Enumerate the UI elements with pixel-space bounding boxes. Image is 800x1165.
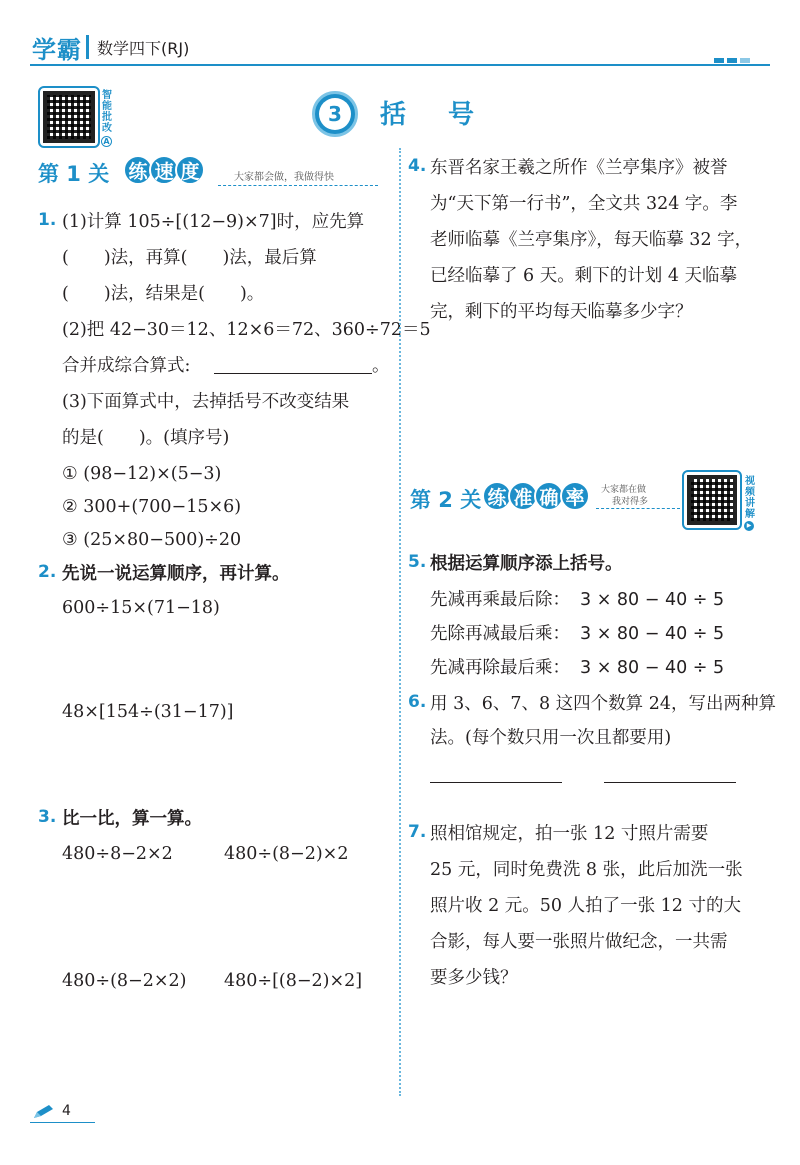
q4-line5: 完，剩下的平均每天临摹多少字？	[430, 302, 693, 322]
q6-number: 6.	[408, 692, 427, 712]
q6-answer-blank-2[interactable]	[604, 782, 736, 783]
q7-line3: 照片收 2 元。50 人拍了一张 12 寸的大	[430, 896, 741, 916]
header-rule	[30, 64, 770, 66]
level1-slogan: 大家都会做，我做得快	[234, 172, 334, 183]
q1-p1-line2: ( )法，再算( )法，最后算	[62, 248, 317, 268]
q6-answer-blank-1[interactable]	[430, 782, 562, 783]
lesson-title: 括号	[380, 100, 517, 130]
lesson-number-badge	[312, 91, 358, 137]
q6-line2: 法。(每个数只用一次且都要用)	[430, 728, 672, 748]
q4-line2: 为“天下第一行书”，全文共 324 字。李	[430, 194, 738, 214]
q1-option-2: ② 300+(700−15×6)	[62, 497, 242, 517]
q7-line2: 25 元，同时免费洗 8 张，此后加洗一张	[430, 860, 743, 880]
q1-p3-line2: 的是( )。(填序号)	[62, 428, 230, 448]
q4-line3: 老师临摹《兰亭集序》，每天临摹 32 字，	[430, 230, 753, 250]
level2-name-char: 准	[508, 481, 538, 511]
q5-row1-label: 先减再乘最后除：	[430, 590, 570, 610]
q5-row1-expr: 3 × 80 − 40 ÷ 5	[580, 590, 725, 610]
brand-divider	[86, 35, 89, 59]
page-number: 4	[62, 1103, 71, 1119]
level2-slogan-line1: 大家都在做	[601, 485, 647, 495]
level2-name-char: 率	[560, 481, 590, 511]
header-dots-decoration	[714, 58, 750, 63]
q3-expr1: 480÷8−2×2	[62, 844, 173, 864]
qr-tag-video: 视频讲解	[745, 476, 755, 520]
q4-line4: 已经临摹了 6 天。剩下的计划 4 天临摹	[430, 266, 738, 286]
lesson-number: 3	[319, 98, 351, 130]
q1-p2-line1: (2)把 42−30＝12、12×6＝72、360÷72＝5	[62, 320, 431, 340]
q7-line5: 要多少钱？	[430, 968, 518, 988]
level1-name	[123, 155, 201, 185]
play-icon: ▶	[744, 521, 754, 531]
q3-text: 比一比，算一算。	[62, 809, 202, 829]
q2-number: 2.	[38, 562, 57, 582]
qr-code-icon	[43, 91, 95, 143]
q3-expr2: 480÷(8−2)×2	[224, 844, 349, 864]
qr-tag-smart-grading: 智能批改	[102, 90, 112, 134]
q7-line1: 照相馆规定，拍一张 12 寸照片需要	[430, 824, 709, 844]
q1-p2-end: 。	[372, 356, 390, 376]
level2-name-char: 练	[482, 481, 512, 511]
q2-expr1: 600÷15×(71−18)	[62, 598, 220, 618]
book-title: 数学四下(RJ)	[97, 38, 190, 58]
q1-option-3: ③ (25×80−500)÷20	[62, 530, 242, 550]
level2-name-char: 确	[534, 481, 564, 511]
level2-name	[482, 481, 586, 511]
q5-row2-label: 先除再减最后乘：	[430, 624, 570, 644]
q1-p2-line2: 合并成综合算式:	[62, 356, 191, 376]
q1-answer-blank[interactable]	[214, 373, 372, 374]
level1-name-char: 速	[149, 155, 179, 185]
level1-name-char: 练	[123, 155, 153, 185]
q3-expr4: 480÷[(8−2)×2]	[224, 971, 363, 991]
q4-number: 4.	[408, 156, 427, 176]
q7-number: 7.	[408, 822, 427, 842]
qr-tag-mark: A	[101, 136, 112, 147]
level1-name-char: 度	[175, 155, 205, 185]
brand-header	[32, 32, 189, 62]
q5-row3-label: 先减再除最后乘：	[430, 658, 570, 678]
q5-row3-expr: 3 × 80 − 40 ÷ 5	[580, 658, 725, 678]
q3-expr3: 480÷(8−2×2)	[62, 971, 187, 991]
qr-code-icon	[687, 475, 737, 525]
q7-line4: 合影，每人要一张照片做纪念，一共需	[430, 932, 728, 952]
pencil-icon	[32, 1104, 56, 1120]
q1-p1-line1: (1)计算 105÷[(12−9)×7]时，应先算	[62, 212, 365, 232]
qr-code-smart-grading[interactable]	[38, 86, 100, 148]
q1-option-1: ① (98−12)×(5−3)	[62, 464, 222, 484]
q1-p3-line1: (3)下面算式中，去掉括号不改变结果	[62, 392, 350, 412]
level1-label: 第 1 关	[38, 162, 110, 186]
level2-slogan-line2: 我对得多	[612, 497, 649, 507]
q2-text: 先说一说运算顺序，再计算。	[62, 564, 290, 584]
q3-number: 3.	[38, 807, 57, 827]
level2-dash-line	[596, 508, 680, 509]
brand-logo: 学霸	[32, 35, 82, 64]
q2-expr2: 48×[154÷(31−17)]	[62, 702, 234, 722]
q5-text: 根据运算顺序添上括号。	[430, 554, 623, 574]
level2-label: 第 2 关	[410, 488, 482, 512]
q1-number: 1.	[38, 210, 57, 230]
footer-rule	[30, 1122, 95, 1123]
q5-number: 5.	[408, 552, 427, 572]
qr-code-video[interactable]	[682, 470, 742, 530]
q1-p1-line3: ( )法，结果是( )。	[62, 284, 265, 304]
column-divider	[399, 148, 401, 1096]
q5-row2-expr: 3 × 80 − 40 ÷ 5	[580, 624, 725, 644]
level1-dash-line	[218, 185, 378, 186]
q6-line1: 用 3、6、7、8 这四个数算 24，写出两种算	[430, 694, 776, 714]
q4-line1: 东晋名家王羲之所作《兰亭集序》被誉	[430, 158, 728, 178]
